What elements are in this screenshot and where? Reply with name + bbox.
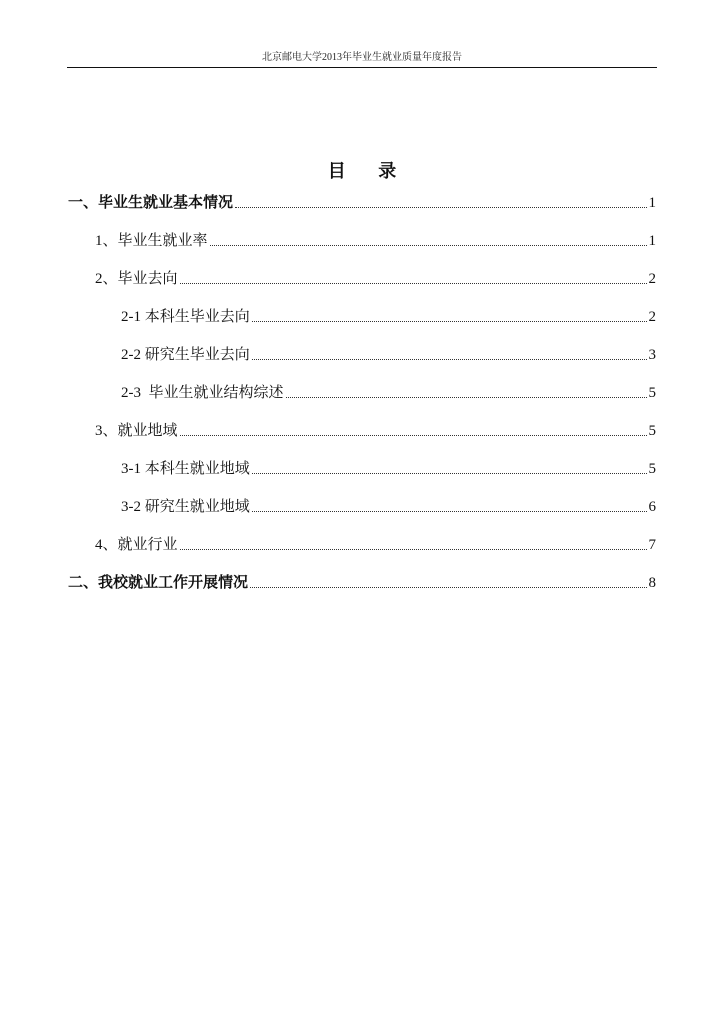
toc-entry[interactable] [95, 267, 656, 289]
toc-entry-page: 2 [648, 309, 656, 325]
toc-entry-label: 1、毕业生就业率 [95, 233, 208, 249]
toc-entry-label: 4、就业行业 [95, 537, 178, 553]
toc-entry[interactable] [121, 343, 656, 365]
toc-leader [180, 435, 647, 436]
toc-entry-page: 2 [648, 271, 656, 287]
toc-entry-page: 6 [648, 499, 656, 515]
toc-leader [252, 321, 647, 322]
toc-entry[interactable] [68, 191, 656, 213]
toc-entry-label: 3、就业地域 [95, 423, 178, 439]
toc-entry-page: 5 [648, 385, 656, 401]
toc-leader [180, 283, 647, 284]
toc-entry-label: 2-2 研究生毕业去向 [121, 347, 250, 363]
toc-entry[interactable] [95, 229, 656, 251]
toc-entry-page: 3 [648, 347, 656, 363]
toc-entry[interactable] [68, 571, 656, 593]
toc-leader [180, 549, 647, 550]
toc-entry[interactable] [121, 305, 656, 327]
toc-entry-label: 2-3 毕业生就业结构综述 [121, 385, 284, 401]
toc-entry[interactable] [95, 419, 656, 441]
toc-entry-page: 5 [648, 423, 656, 439]
toc-leader [250, 587, 646, 588]
toc-entry-label: 一、毕业生就业基本情况 [68, 195, 234, 211]
toc-leader [210, 245, 647, 246]
toc-title: 目 录 [327, 161, 411, 181]
toc-leader [252, 473, 647, 474]
toc-entry-label: 3-2 研究生就业地域 [121, 499, 250, 515]
toc-entry-page: 1 [648, 233, 656, 249]
toc-leader [286, 397, 647, 398]
toc-leader [252, 511, 647, 512]
toc-entry[interactable] [121, 495, 656, 517]
toc-entry-page: 7 [648, 537, 656, 553]
toc-entry-page: 5 [648, 461, 656, 477]
toc-entry-label: 二、我校就业工作开展情况 [68, 575, 249, 591]
toc-entry[interactable] [95, 533, 656, 555]
toc-leader [235, 207, 646, 208]
toc-entry-label: 3-1 本科生就业地域 [121, 461, 250, 477]
toc-entry[interactable] [121, 381, 656, 403]
header-divider [67, 67, 657, 68]
toc-entry-label: 2、毕业去向 [95, 271, 178, 287]
toc-entry-page: 1 [648, 195, 656, 211]
toc-entry[interactable] [121, 457, 656, 479]
toc-entry-label: 2-1 本科生毕业去向 [121, 309, 250, 325]
toc-entry-page: 8 [648, 575, 656, 591]
page-header: 北京邮电大学2013年毕业生就业质量年度报告 [262, 52, 462, 63]
toc-leader [252, 359, 647, 360]
